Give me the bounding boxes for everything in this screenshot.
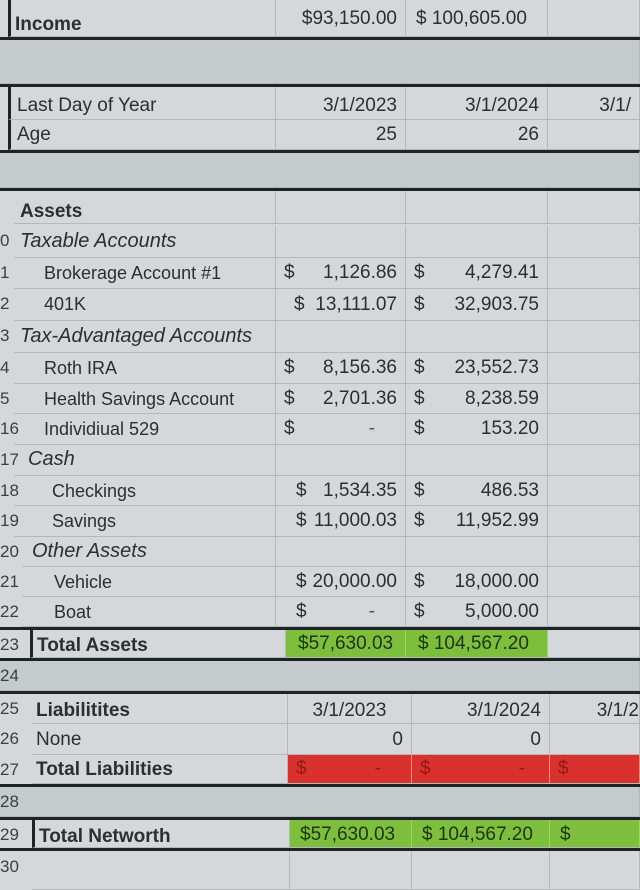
total-liabilities-label[interactable]: Total Liabilities bbox=[32, 755, 288, 784]
total-liabilities-2024[interactable] bbox=[412, 755, 550, 784]
networth-2023[interactable]: $57,630.03 bbox=[290, 820, 412, 848]
row-number[interactable]: 18 bbox=[0, 481, 19, 500]
amount: - bbox=[368, 418, 375, 439]
none-2023[interactable]: 0 bbox=[288, 724, 412, 755]
table-row bbox=[0, 506, 640, 537]
currency-symbol: $ bbox=[284, 418, 295, 439]
total-liabilities-row bbox=[0, 755, 640, 787]
amount: 13,111.07 bbox=[315, 293, 397, 315]
blank-row bbox=[0, 661, 640, 691]
currency-symbol: $ bbox=[284, 262, 295, 283]
value-2023[interactable] bbox=[276, 258, 406, 289]
total-liabilities-2025[interactable]: $ bbox=[550, 755, 640, 784]
cell[interactable] bbox=[548, 226, 640, 258]
section-row bbox=[0, 445, 640, 476]
total-assets-row bbox=[0, 627, 640, 661]
separator-band-2 bbox=[0, 150, 640, 188]
assets-header-cell[interactable] bbox=[276, 191, 406, 224]
row-number[interactable]: 22 bbox=[0, 602, 19, 621]
liab-date-2025[interactable]: 3/1/2 bbox=[550, 694, 640, 724]
income-row bbox=[0, 0, 640, 40]
amount: 18,000.00 bbox=[454, 570, 539, 592]
table-row bbox=[0, 353, 640, 384]
amount: - bbox=[374, 758, 381, 779]
row-number[interactable]: 21 bbox=[0, 572, 19, 591]
liabilities-header-row bbox=[0, 691, 640, 724]
date-2025[interactable]: 3/1/ bbox=[548, 87, 640, 120]
amount: 1,534.35 bbox=[323, 479, 397, 501]
total-liabilities-2023[interactable] bbox=[288, 755, 412, 784]
year-header bbox=[0, 84, 640, 150]
section-label[interactable]: Tax-Advantaged Accounts bbox=[14, 321, 276, 353]
amount: 23,552.73 bbox=[454, 357, 539, 378]
cell[interactable] bbox=[548, 630, 640, 658]
value-2023[interactable] bbox=[276, 476, 406, 506]
networth-2024[interactable]: $ 104,567.20 bbox=[412, 820, 550, 848]
currency-symbol: $ bbox=[284, 387, 295, 409]
amount: 11,952.99 bbox=[455, 510, 539, 531]
row-number[interactable]: 30 bbox=[0, 857, 19, 876]
currency-symbol: $ bbox=[414, 387, 425, 409]
table-row bbox=[0, 414, 640, 445]
amount: 8,156.36 bbox=[323, 357, 397, 378]
table-row bbox=[0, 384, 640, 414]
cell[interactable] bbox=[548, 537, 640, 567]
value-2024[interactable] bbox=[406, 476, 548, 506]
row-number[interactable]: 5 bbox=[0, 389, 10, 408]
row-number[interactable]: 16 bbox=[0, 419, 19, 438]
table-row bbox=[0, 258, 640, 289]
currency-symbol: $ bbox=[414, 357, 425, 378]
section-row bbox=[0, 321, 640, 353]
cell[interactable] bbox=[406, 537, 548, 567]
total-networth-label[interactable]: Total Networth bbox=[32, 820, 290, 848]
value-2024[interactable] bbox=[406, 353, 548, 384]
value-2024[interactable] bbox=[406, 289, 548, 321]
row-number[interactable]: 4 bbox=[0, 358, 10, 377]
row-number[interactable]: 28 bbox=[0, 792, 19, 811]
amount: 8,238.59 bbox=[465, 387, 539, 409]
currency-symbol: $ bbox=[296, 479, 307, 501]
assets-header-cell[interactable] bbox=[548, 191, 640, 224]
amount: 2,701.36 bbox=[323, 387, 397, 409]
value-2024[interactable] bbox=[406, 597, 548, 627]
value-2024[interactable] bbox=[406, 506, 548, 537]
row-number[interactable]: 27 bbox=[0, 760, 19, 779]
cell[interactable] bbox=[276, 445, 406, 476]
row-number[interactable]: 29 bbox=[0, 825, 19, 844]
cell[interactable] bbox=[548, 597, 640, 627]
currency-symbol: $ bbox=[414, 293, 425, 315]
item-label[interactable]: Savings bbox=[14, 506, 276, 537]
value-2023[interactable] bbox=[276, 289, 406, 321]
cell[interactable] bbox=[550, 851, 640, 890]
currency-symbol: $ bbox=[414, 418, 425, 439]
row-number[interactable]: 20 bbox=[0, 542, 19, 561]
row-number[interactable]: 26 bbox=[0, 729, 19, 748]
currency-symbol: $ bbox=[296, 570, 307, 592]
age-2023[interactable]: 25 bbox=[276, 120, 406, 150]
currency-symbol: $ bbox=[414, 510, 425, 531]
liab-date-2023[interactable]: 3/1/2023 bbox=[288, 694, 412, 724]
amount: - bbox=[368, 600, 375, 622]
value-2024[interactable] bbox=[406, 384, 548, 414]
cell[interactable] bbox=[406, 445, 548, 476]
cell[interactable] bbox=[406, 226, 548, 258]
date-2024[interactable]: 3/1/2024 bbox=[406, 87, 548, 120]
table-row bbox=[0, 567, 640, 597]
section-row bbox=[0, 537, 640, 567]
income-empty-cell[interactable] bbox=[548, 0, 640, 37]
value-2023[interactable] bbox=[276, 353, 406, 384]
currency-symbol: $ bbox=[284, 357, 295, 378]
currency-symbol: $ bbox=[294, 293, 305, 315]
liabilities-title[interactable]: Liabilitites bbox=[32, 694, 288, 724]
item-label[interactable]: Brokerage Account #1 bbox=[14, 258, 276, 289]
value-2023[interactable] bbox=[276, 384, 406, 414]
cell[interactable] bbox=[548, 289, 640, 321]
value-2023[interactable] bbox=[276, 597, 406, 627]
separator-band bbox=[0, 40, 640, 84]
section-label[interactable]: Cash bbox=[14, 445, 276, 476]
value-2023[interactable] bbox=[276, 506, 406, 537]
last-day-label[interactable]: Last Day of Year bbox=[8, 87, 276, 120]
amount: 153.20 bbox=[480, 418, 539, 439]
currency-symbol: $ bbox=[296, 758, 307, 779]
currency-symbol: $ bbox=[420, 758, 431, 779]
amount: 5,000.00 bbox=[465, 600, 539, 622]
date-2023[interactable]: 3/1/2023 bbox=[276, 87, 406, 120]
item-label[interactable]: Checkings bbox=[14, 476, 276, 506]
row-number[interactable]: 25 bbox=[0, 699, 19, 718]
value-2024[interactable] bbox=[406, 258, 548, 289]
blank-row bbox=[0, 787, 640, 817]
liab-date-2024[interactable]: 3/1/2024 bbox=[412, 694, 550, 724]
item-label[interactable]: Health Savings Account bbox=[14, 384, 276, 414]
none-label[interactable]: None bbox=[32, 724, 288, 755]
cell[interactable] bbox=[276, 537, 406, 567]
cell[interactable] bbox=[32, 851, 290, 890]
amount: 486.53 bbox=[480, 479, 539, 501]
total-assets-label[interactable]: Total Assets bbox=[30, 630, 286, 658]
amount: 32,903.75 bbox=[454, 293, 539, 315]
row-number[interactable]: 17 bbox=[0, 450, 19, 469]
section-label[interactable]: Taxable Accounts bbox=[14, 226, 276, 258]
cell[interactable] bbox=[548, 445, 640, 476]
item-label[interactable]: Vehicle bbox=[22, 567, 276, 597]
table-row bbox=[0, 289, 640, 321]
currency-symbol: $ bbox=[414, 600, 425, 622]
cell[interactable] bbox=[548, 414, 640, 445]
section-label[interactable]: Other Assets bbox=[22, 537, 276, 567]
currency-symbol: $ bbox=[296, 510, 307, 531]
item-label[interactable]: 401K bbox=[14, 289, 276, 321]
value-2023[interactable] bbox=[276, 567, 406, 597]
value-2024[interactable] bbox=[406, 414, 548, 445]
income-label[interactable]: Income bbox=[8, 0, 276, 37]
amount: - bbox=[518, 758, 525, 779]
networth-2025[interactable]: $ bbox=[550, 820, 640, 848]
none-2024[interactable]: 0 bbox=[412, 724, 550, 755]
item-label[interactable]: Individiual 529 bbox=[14, 414, 276, 445]
row-number[interactable]: 23 bbox=[0, 635, 19, 654]
total-networth-row bbox=[0, 817, 640, 851]
amount: 20,000.00 bbox=[312, 570, 397, 592]
amount: 4,279.41 bbox=[465, 262, 539, 283]
table-row bbox=[0, 476, 640, 506]
income-value-2023[interactable]: $93,150.00 bbox=[276, 0, 406, 37]
table-row bbox=[0, 724, 640, 755]
assets-title[interactable]: Assets bbox=[14, 191, 276, 224]
cell[interactable] bbox=[548, 384, 640, 414]
row-number[interactable]: 0 bbox=[0, 231, 10, 250]
currency-symbol: $ bbox=[414, 570, 425, 592]
table-row bbox=[0, 597, 640, 627]
row-number[interactable]: 1 bbox=[0, 263, 10, 282]
assets-header-cell[interactable] bbox=[406, 191, 548, 224]
cell[interactable] bbox=[406, 321, 548, 353]
cell[interactable] bbox=[550, 724, 640, 755]
cell[interactable] bbox=[548, 567, 640, 597]
age-label[interactable]: Age bbox=[8, 120, 276, 150]
value-2024[interactable] bbox=[406, 567, 548, 597]
amount: 11,000.03 bbox=[313, 510, 397, 531]
cell[interactable] bbox=[276, 226, 406, 258]
row-number[interactable]: 19 bbox=[0, 511, 19, 530]
cell[interactable] bbox=[276, 321, 406, 353]
assets-header-row bbox=[0, 188, 640, 224]
age-2024[interactable]: 26 bbox=[406, 120, 548, 150]
amount: 1,126.86 bbox=[323, 262, 397, 283]
row-number[interactable]: 24 bbox=[0, 666, 19, 685]
total-assets-2024[interactable]: $ 104,567.20 bbox=[406, 630, 548, 658]
cell[interactable] bbox=[290, 851, 412, 890]
row-number[interactable]: 3 bbox=[0, 326, 10, 345]
age-empty[interactable] bbox=[548, 120, 640, 150]
currency-symbol: $ bbox=[414, 479, 425, 501]
currency-symbol: $ bbox=[296, 600, 307, 622]
currency-symbol: $ bbox=[414, 262, 425, 283]
blank-row bbox=[0, 851, 640, 890]
item-label[interactable]: Roth IRA bbox=[14, 353, 276, 384]
value-2023[interactable] bbox=[276, 414, 406, 445]
total-assets-2023[interactable]: $57,630.03 bbox=[286, 630, 406, 658]
item-label[interactable]: Boat bbox=[22, 597, 276, 627]
cell[interactable] bbox=[548, 476, 640, 506]
section-row bbox=[0, 226, 640, 258]
income-value-2024[interactable]: $ 100,605.00 bbox=[406, 0, 548, 37]
cell[interactable] bbox=[548, 353, 640, 384]
row-number[interactable]: 2 bbox=[0, 294, 10, 313]
cell[interactable] bbox=[412, 851, 550, 890]
cell[interactable] bbox=[548, 506, 640, 537]
cell[interactable] bbox=[548, 258, 640, 289]
cell[interactable] bbox=[548, 321, 640, 353]
